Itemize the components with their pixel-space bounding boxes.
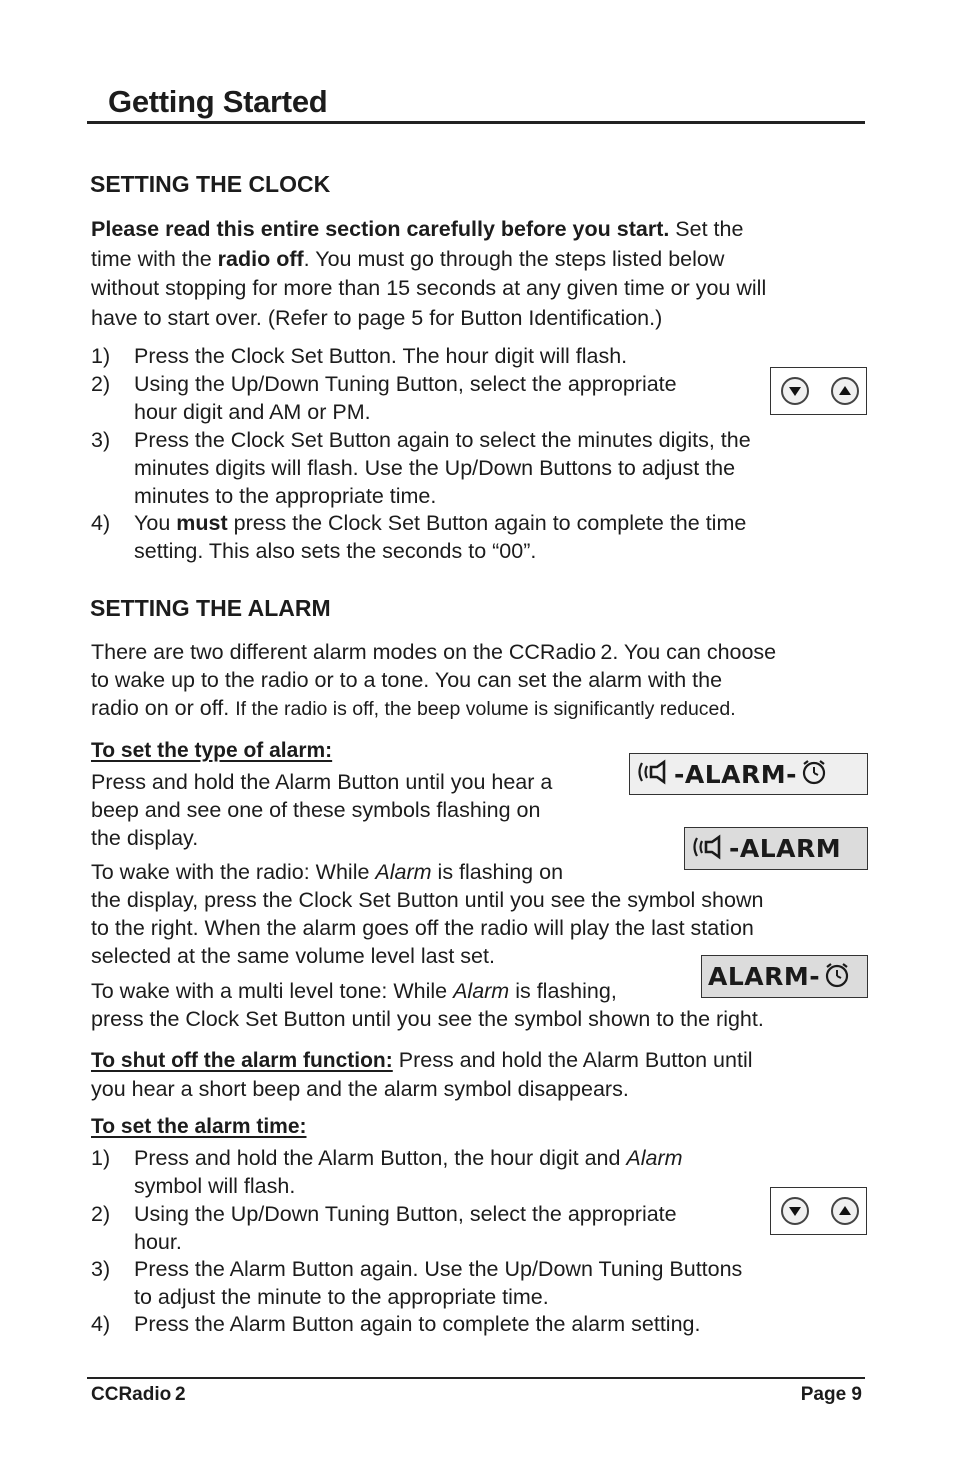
alarm-symbol-radio bbox=[684, 827, 868, 870]
alarm-symbol-both bbox=[629, 753, 868, 795]
speaker-icon bbox=[691, 834, 729, 864]
wake-radio-line: is flashing on bbox=[431, 860, 564, 884]
step-text: Press and hold the Alarm Button, the hour digit and bbox=[134, 1146, 627, 1170]
set-type-line: Press and hold the Alarm Button until you hear a bbox=[91, 770, 553, 794]
step-number: 2) bbox=[91, 1202, 111, 1226]
alarm-intro-text: There are two different alarm modes on the CCRadio 2. You can choose bbox=[91, 640, 777, 664]
tuning-buttons-illustration bbox=[770, 367, 867, 415]
step-number: 4) bbox=[91, 511, 111, 535]
step-text: Using the Up/Down Tuning Button, select the appropriate bbox=[134, 372, 677, 396]
clock-intro-warning: Please read this entire section carefully before you start. bbox=[91, 217, 670, 241]
step-italic: Alarm bbox=[626, 1146, 683, 1170]
alarm-intro-text: radio on or off. bbox=[91, 696, 236, 720]
set-type-heading: To set the type of alarm: bbox=[91, 739, 333, 762]
clock-intro-text: . You must go through the steps listed below bbox=[303, 246, 725, 271]
tuning-buttons-illustration bbox=[770, 1187, 867, 1235]
alarm-intro bbox=[91, 638, 881, 723]
clock-intro bbox=[91, 215, 881, 333]
step-text: symbol will flash. bbox=[134, 1174, 296, 1198]
wake-tone-line: To wake with a multi level tone: While bbox=[91, 979, 454, 1003]
wake-radio-line: To wake with the radio: While bbox=[91, 860, 376, 884]
step-text: hour. bbox=[134, 1230, 182, 1254]
clock-section-heading: SETTING THE CLOCK bbox=[90, 171, 331, 197]
shutoff-line: you hear a short beep and the alarm symbol disappears. bbox=[91, 1077, 629, 1101]
wake-tone-line: press the Clock Set Button until you see the symbol shown to the right. bbox=[91, 1007, 764, 1031]
alarm-section-heading: SETTING THE ALARM bbox=[90, 595, 331, 621]
shutoff-heading: To shut off the alarm function: bbox=[91, 1049, 393, 1072]
page-title: Getting Started bbox=[108, 84, 328, 119]
set-type-text bbox=[91, 768, 552, 852]
up-arrow-icon bbox=[831, 377, 859, 405]
footer-page-number: Page 9 bbox=[800, 1384, 862, 1405]
clock-intro-radio-off: radio off bbox=[217, 246, 304, 271]
clock-icon bbox=[822, 961, 852, 993]
footer-product: CCRadio 2 bbox=[91, 1384, 186, 1405]
step-text: Press the Clock Set Button. The hour digit will flash. bbox=[134, 344, 628, 368]
up-arrow-icon bbox=[831, 1197, 859, 1225]
step-text: Press the Alarm Button again to complete the alarm setting. bbox=[134, 1312, 701, 1336]
wake-radio-line: the display, press the Clock Set Button until you see the symbol shown bbox=[91, 888, 764, 912]
step-text: hour digit and AM or PM. bbox=[134, 400, 371, 424]
step-text: Press the Clock Set Button again to select the minutes digits, the bbox=[134, 428, 751, 452]
alarm-symbol-text: -ALARM bbox=[729, 834, 842, 863]
step-text: minutes to the appropriate time. bbox=[134, 484, 437, 508]
step-number: 1) bbox=[91, 344, 111, 368]
clock-intro-text: time with the bbox=[91, 246, 218, 271]
alarm-symbol-text: ALARM- bbox=[708, 962, 821, 991]
step-number: 2) bbox=[91, 372, 111, 396]
clock-steps-list bbox=[91, 342, 851, 572]
clock-icon bbox=[799, 758, 829, 790]
down-arrow-icon bbox=[781, 1197, 809, 1225]
wake-radio-italic: Alarm bbox=[375, 860, 432, 884]
step-text: Press the Alarm Button again. Use the Up/Down Tuning Buttons bbox=[134, 1257, 743, 1281]
step-number: 4) bbox=[91, 1312, 111, 1336]
clock-intro-text: have to start over. (Refer to page 5 for Button Identification.) bbox=[91, 305, 663, 330]
alarm-symbol-text: -ALARM- bbox=[674, 759, 798, 789]
wake-tone-italic: Alarm bbox=[453, 979, 510, 1003]
alarm-time-steps-list bbox=[91, 1144, 851, 1344]
wake-tone-line: is flashing, bbox=[509, 979, 617, 1003]
step-text: setting. This also sets the seconds to “00”. bbox=[134, 539, 537, 563]
wake-radio-text bbox=[91, 858, 881, 970]
shutoff-line: Press and hold the Alarm Button until bbox=[392, 1048, 753, 1072]
title-divider bbox=[87, 121, 865, 124]
set-type-line: the display. bbox=[91, 826, 199, 850]
alarm-symbol-tone bbox=[701, 955, 868, 998]
clock-intro-text: Set the bbox=[669, 217, 744, 241]
step-emphasis: must bbox=[176, 511, 228, 535]
step-number: 3) bbox=[91, 1257, 111, 1281]
down-arrow-icon bbox=[781, 377, 809, 405]
step-text: Using the Up/Down Tuning Button, select the appropriate bbox=[134, 1202, 677, 1226]
step-text: minutes digits will flash. Use the Up/Down Buttons to adjust the bbox=[134, 456, 736, 480]
clock-intro-text: without stopping for more than 15 seconds at any given time or you will bbox=[91, 276, 767, 300]
footer-divider bbox=[87, 1377, 865, 1379]
wake-radio-line: selected at the same volume level last set. bbox=[91, 944, 495, 968]
set-type-line: beep and see one of these symbols flashing on bbox=[91, 798, 541, 822]
step-text: to adjust the minute to the appropriate time. bbox=[134, 1285, 549, 1309]
wake-radio-line: to the right. When the alarm goes off the radio will play the last station bbox=[91, 916, 754, 940]
shutoff-text bbox=[91, 1046, 881, 1103]
set-time-heading: To set the alarm time: bbox=[91, 1115, 307, 1138]
step-number: 3) bbox=[91, 428, 111, 452]
alarm-intro-text: to wake up to the radio or to a tone. You can set the alarm with the bbox=[91, 668, 723, 692]
step-number: 1) bbox=[91, 1146, 111, 1170]
step-text: You bbox=[134, 511, 177, 535]
step-text: press the Clock Set Button again to complete the time bbox=[227, 511, 747, 535]
speaker-icon bbox=[636, 759, 674, 789]
alarm-intro-note: If the radio is off, the beep volume is significantly reduced. bbox=[235, 698, 736, 720]
